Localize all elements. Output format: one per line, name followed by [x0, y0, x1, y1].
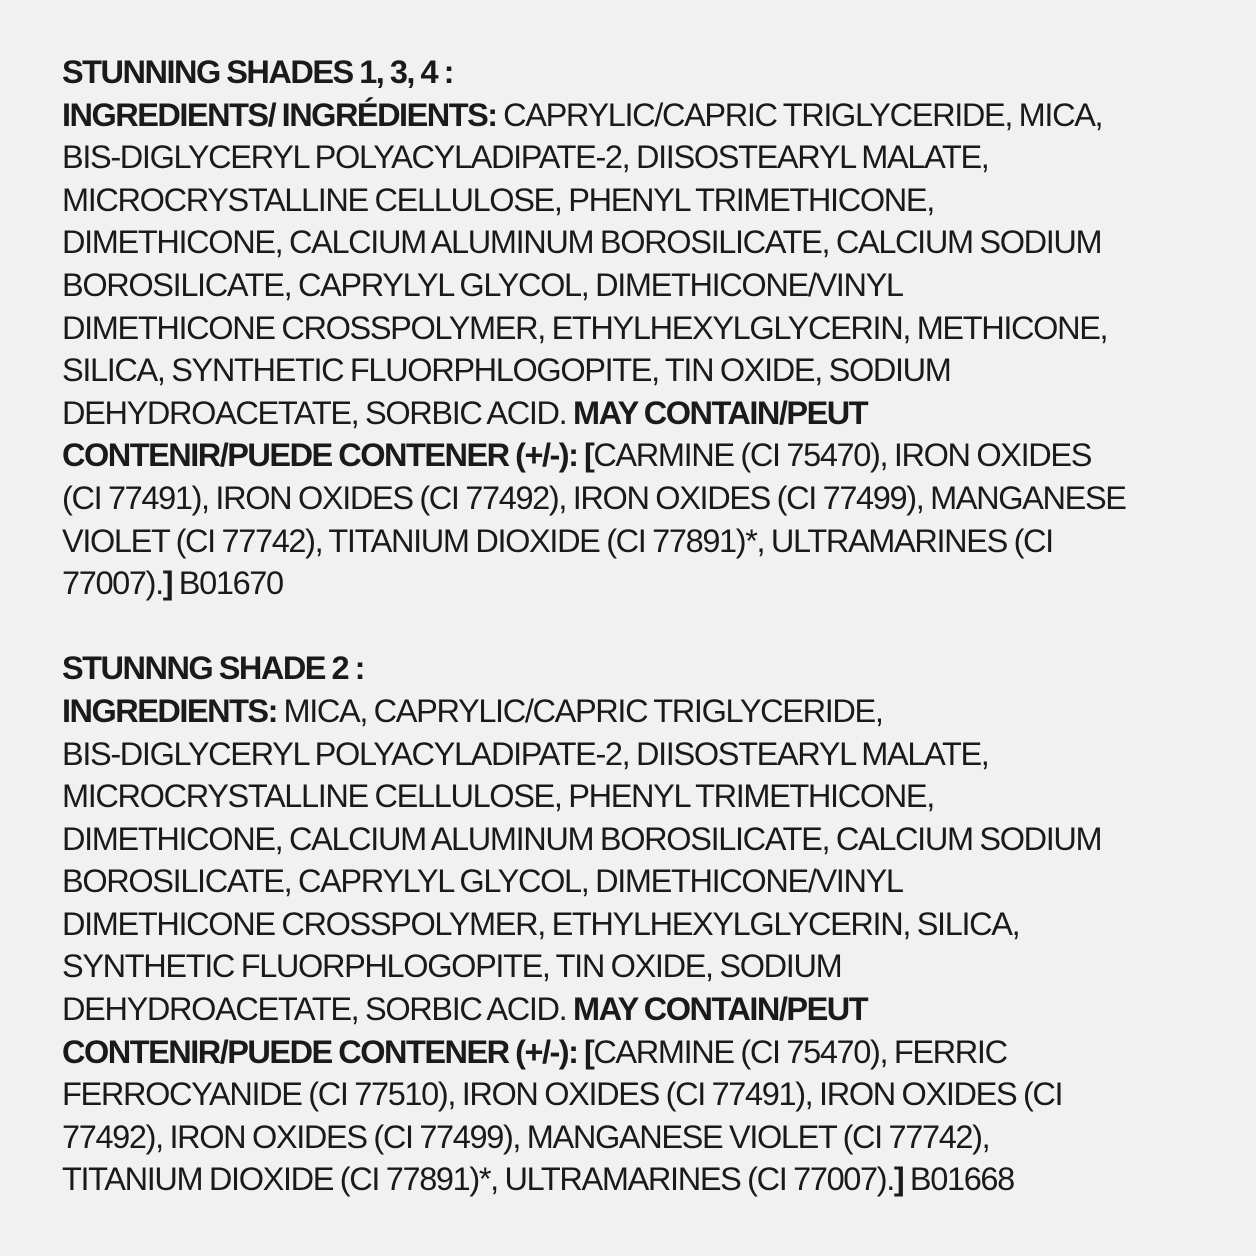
text-line: [62, 860, 1202, 903]
text-segment: B01670: [172, 565, 283, 602]
text-line: [62, 647, 1202, 690]
text-line: [62, 221, 1202, 264]
text-segment: CARMINE (CI 75470), FERRIC: [593, 1033, 1007, 1070]
text-segment: BIS-DIGLYCERYL POLYACYLADIPATE-2, DIISOSTEARYL MALATE,: [62, 735, 989, 772]
text-line: [62, 392, 1202, 435]
text-segment: DIMETHICONE, CALCIUM ALUMINUM BOROSILICATE, CALCIUM SODIUM: [62, 224, 1102, 261]
text-segment: DIMETHICONE, CALCIUM ALUMINUM BOROSILICATE, CALCIUM SODIUM: [62, 820, 1102, 857]
text-segment: MICROCRYSTALLINE CELLULOSE, PHENYL TRIMETHICONE,: [62, 181, 934, 218]
text-line: [62, 51, 1202, 94]
ingredients-section-shade-2: [62, 647, 1202, 1201]
text-segment: SILICA, SYNTHETIC FLUORPHLOGOPITE, TIN OXIDE, SODIUM: [62, 352, 951, 389]
text-segment: B01668: [903, 1161, 1014, 1198]
text-line: [62, 818, 1202, 861]
text-line: [62, 94, 1202, 137]
text-line: [62, 1073, 1202, 1116]
text-line: [62, 434, 1202, 477]
bold-text-segment: INGREDIENTS/ INGRÉDIENTS:: [62, 96, 504, 133]
text-line: [62, 1116, 1202, 1159]
text-line: [62, 1158, 1202, 1201]
text-segment: VIOLET (CI 77742), TITANIUM DIOXIDE (CI 77891)*, ULTRAMARINES (CI: [62, 522, 1053, 559]
text-segment: BOROSILICATE, CAPRYLYL GLYCOL, DIMETHICONE/VINYL: [62, 863, 903, 900]
bold-text-segment: CONTENIR/PUEDE CONTENER (+/-): [: [62, 437, 594, 474]
text-line: [62, 477, 1202, 520]
text-line: [62, 733, 1202, 776]
text-segment: DIMETHICONE CROSSPOLYMER, ETHYLHEXYLGLYCERIN, METHICONE,: [62, 309, 1108, 346]
text-segment: 77007).: [62, 565, 163, 602]
text-line: [62, 136, 1202, 179]
text-line: [62, 775, 1202, 818]
text-line: [62, 264, 1202, 307]
ingredients-sheet: [62, 51, 1202, 1201]
text-segment: TITANIUM DIOXIDE (CI 77891)*, ULTRAMARINES (CI 77007).: [62, 1161, 894, 1198]
bold-text-segment: MAY CONTAIN/PEUT: [573, 394, 868, 431]
text-segment: (CI 77491), IRON OXIDES (CI 77492), IRON OXIDES (CI 77499), MANGANESE: [62, 479, 1126, 516]
text-segment: CARMINE (CI 75470), IRON OXIDES: [593, 437, 1092, 474]
text-segment: FERROCYANIDE (CI 77510), IRON OXIDES (CI 77491), IRON OXIDES (CI: [62, 1076, 1063, 1113]
text-line: [62, 988, 1202, 1031]
text-line: [62, 520, 1202, 563]
bold-text-segment: ]: [162, 565, 173, 602]
text-segment: BIS-DIGLYCERYL POLYACYLADIPATE-2, DIISOSTEARYL MALATE,: [62, 139, 989, 176]
text-line: [62, 562, 1202, 605]
text-segment: MICA, CAPRYLIC/CAPRIC TRIGLYCERIDE,: [283, 692, 883, 729]
text-segment: DEHYDROACETATE, SORBIC ACID.: [62, 991, 574, 1028]
bold-text-segment: CONTENIR/PUEDE CONTENER (+/-): [: [62, 1033, 594, 1070]
text-line: [62, 945, 1202, 988]
text-line: [62, 179, 1202, 222]
bold-text-segment: STUNNING SHADES 1, 3, 4 :: [62, 54, 453, 90]
text-line: [62, 690, 1202, 733]
bold-text-segment: ]: [893, 1161, 904, 1198]
bold-text-segment: STUNNNG SHADE 2 :: [62, 650, 364, 687]
text-segment: BOROSILICATE, CAPRYLYL GLYCOL, DIMETHICONE/VINYL: [62, 266, 903, 303]
text-line: [62, 307, 1202, 350]
text-segment: DIMETHICONE CROSSPOLYMER, ETHYLHEXYLGLYCERIN, SILICA,: [62, 905, 1020, 942]
text-segment: SYNTHETIC FLUORPHLOGOPITE, TIN OXIDE, SODIUM: [62, 948, 842, 985]
bold-text-segment: INGREDIENTS:: [62, 692, 284, 729]
text-line: [62, 1031, 1202, 1074]
text-segment: 77492), IRON OXIDES (CI 77499), MANGANESE VIOLET (CI 77742),: [62, 1118, 990, 1155]
text-segment: CAPRYLIC/CAPRIC TRIGLYCERIDE, MICA,: [503, 96, 1103, 133]
ingredients-section-shades-1-3-4: [62, 51, 1202, 605]
text-segment: DEHYDROACETATE, SORBIC ACID.: [62, 394, 574, 431]
text-segment: MICROCRYSTALLINE CELLULOSE, PHENYL TRIMETHICONE,: [62, 778, 934, 815]
bold-text-segment: MAY CONTAIN/PEUT: [573, 991, 868, 1028]
text-line: [62, 903, 1202, 946]
text-line: [62, 349, 1202, 392]
